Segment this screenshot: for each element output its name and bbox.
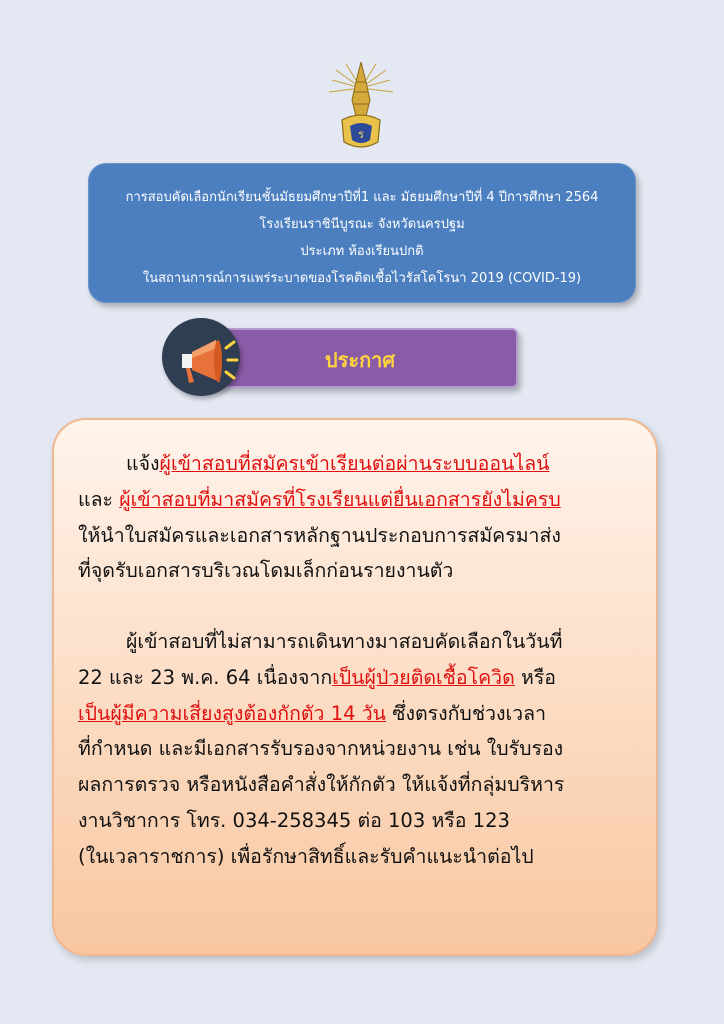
p2-line-2-prefix: 22 และ 23 พ.ค. 64 เนื่องจาก [78,665,333,689]
highlight-covid-patient: เป็นผู้ป่วยติดเชื้อโควิด [332,665,515,689]
highlight-incomplete-documents: ผู้เข้าสอบที่มาสมัครที่โรงเรียนแต่ยื่นเอกสารยังไม่ครบ [119,487,561,511]
p2-line-3 [78,696,638,732]
highlight-high-risk-quarantine: เป็นผู้มีความเสี่ยงสูงต้องกักตัว 14 วัน [78,701,387,725]
announcement-title: ประกาศ [324,348,396,372]
notice-paragraph-2 [78,624,638,875]
p1-line-2 [78,482,638,518]
p2-line-3-suffix: ซึ่งตรงกับช่วงเวลา [386,701,547,725]
p1-line-2-prefix: และ [78,487,120,511]
p2-line-6-contact-phone: งานวิชาการ โทร. 034-258345 ต่อ 103 หรือ 123 [78,808,510,832]
svg-text:ร: ร [358,128,364,141]
header-line-exam-title: การสอบคัดเลือกนักเรียนชั้นมัธยมศึกษาปีที่1 และ มัธยมศึกษาปีที่ 4 ปีการศึกษา 2564 [125,190,599,205]
school-emblem-icon [326,60,396,152]
header-line-category: ประเภท ห้องเรียนปกติ [300,244,424,259]
header-line-covid: ในสถานการณ์การแพร่ระบาดของโรคติดเชื้อไวรัสโคโรนา 2019 (COVID-19) [142,271,582,286]
exam-header-box [88,163,636,303]
megaphone-badge [162,318,240,396]
header-line-school: โรงเรียนราชินีบูรณะ จังหวัดนครปฐม [259,217,465,232]
p1-line-1-prefix: แจ้ง [126,452,160,475]
p2-line-4: ที่กำหนด และมีเอกสารรับรองจากหน่วยงาน เช่น ใบรับรอง [78,737,564,761]
p1-line-1 [78,446,638,482]
p2-line-2-suffix: หรือ [514,665,557,689]
p1-line-4: ที่จุดรับเอกสารบริเวณโดมเล็กก่อนรายงานตัว [78,559,454,583]
p2-line-1: ผู้เข้าสอบที่ไม่สามารถเดินทางมาสอบคัดเลือกในวันที่ [126,630,563,653]
p2-line-7: (ในเวลาราชการ) เพื่อรักษาสิทธิ์และรับคำแนะนำต่อไป [78,844,534,868]
highlight-online-applicants: ผู้เข้าสอบที่สมัครเข้าเรียนต่อผ่านระบบออนไลน์ [159,452,550,475]
announcement-bar [202,328,518,388]
megaphone-icon [162,318,240,396]
p2-line-2 [78,660,638,696]
p2-line-5: ผลการตรวจ หรือหนังสือคำสั่งให้กักตัว ให้แจ้งที่กลุ่มบริหาร [78,773,565,797]
p1-line-3: ให้นำใบสมัครและเอกสารหลักฐานประกอบการสมัครมาส่ง [78,523,561,547]
notice-paragraph-1 [78,446,638,589]
